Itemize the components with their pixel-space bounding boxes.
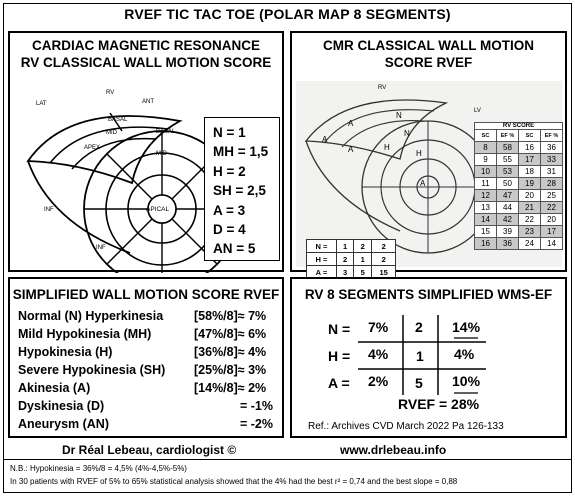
map-lv-label: LV [474,108,481,114]
wms-label: Dyskinesia (D) [18,399,105,413]
rv8-panel [290,277,567,438]
table-cell: 53 [497,166,519,178]
footnote-1: N.B.: Hypokinesia = 36%/8 = 4,5% (4%-4,5%-5%) [10,464,187,473]
table-cell: 20 [519,190,541,202]
score-panel [290,31,567,277]
table-cell: 19 [519,178,541,190]
wms-value: [14%/8]≈ 2% [194,381,267,395]
rv8-label-h: H = [328,348,351,364]
table-cell: 2 [354,240,372,253]
table-cell: 2 [372,240,396,253]
table-cell: 50 [497,178,519,190]
wms-label: Hypokinesia (H) [18,345,113,359]
footnote-2: In 30 patients with RVEF of 5% to 65% statistical analysis showed that the 4% had the best r² = 0,74 and the best slope = 0,88 [10,477,458,486]
website: www.drlebeau.info [340,443,447,457]
rv8-h-total: 4% [454,346,475,362]
table-cell: 1 [336,240,354,253]
rvef-result: RVEF = 28% [398,396,480,412]
author-signature: Dr Réal Lebeau, cardiologist © [62,443,237,457]
table-cell: 31 [541,166,563,178]
table-cell: 2 [372,253,396,266]
table-cell: 55 [497,154,519,166]
lat-label: LAT [36,101,47,107]
table-cell: 22 [541,202,563,214]
table-cell: 24 [519,238,541,250]
wms-row-dyskinesia [18,399,274,413]
rv-score-header: EF % [541,130,563,142]
wms-value: = -2% [240,417,274,431]
mid-label-lv: MID [156,151,167,157]
table-cell: 18 [519,166,541,178]
table-cell: 12 [475,190,497,202]
table-cell: 14 [475,214,497,226]
table-row [475,166,563,178]
map-seg-n1: N [396,111,402,120]
rv8-a-pct: 2% [368,373,389,389]
wms-label: Akinesia (A) [18,381,91,395]
rv8-label-a: A = [328,375,350,391]
table-cell: 44 [497,202,519,214]
table-cell: 1 [354,253,372,266]
rv8-a-total: 10% [452,373,481,389]
wms-row-mild [18,327,267,341]
table-cell: 17 [541,226,563,238]
map-rv-label: RV [378,85,387,91]
table-row [475,238,563,250]
table-row [475,226,563,238]
table-cell: 23 [519,226,541,238]
wms-label: Normal (N) Hyperkinesia [18,309,164,323]
table-row [475,142,563,154]
table-row [475,154,563,166]
table-row [475,202,563,214]
page-title: RVEF TIC TAC TOE (POLAR MAP 8 SEGMENTS) [124,6,451,22]
score-title-line1: CMR CLASSICAL WALL MOTION [323,38,534,53]
wms-value: [36%/8]≈ 4% [194,345,267,359]
table-cell: 21 [519,202,541,214]
table-cell: 47 [497,190,519,202]
table-cell: 20 [541,214,563,226]
inf-label-2: INF [96,245,106,251]
table-row [475,178,563,190]
rv8-h-count: 1 [416,348,424,364]
wms-value: [58%/8]≈ 7% [194,309,267,323]
wms-label: Severe Hypokinesia (SH) [18,363,166,377]
table-cell: 2 [336,253,354,266]
annotated-polar-map [296,81,496,261]
table-cell: 16 [475,238,497,250]
table-cell: 36 [541,142,563,154]
table-cell: 17 [519,154,541,166]
apex-label: APEX [84,145,101,151]
legend-an: AN = 5 [213,241,256,257]
rv-score-table-title: RV SCORE [474,122,563,129]
wms-row-severe [18,363,267,377]
table-cell: 10 [475,166,497,178]
table-cell: 5 [354,266,372,279]
wms-row-hypo [18,345,267,359]
legend-d: D = 4 [213,222,246,238]
table-cell: 39 [497,226,519,238]
rv-label: RV [106,90,115,96]
reference: Ref.: Archives CVD March 2022 Pa 126-133 [308,421,504,432]
table-cell: 11 [475,178,497,190]
table-cell: 8 [475,142,497,154]
cmr-title-line2: RV CLASSICAL WALL MOTION SCORE [20,55,272,70]
table-cell: 58 [497,142,519,154]
mid-label-rv: MID [106,130,117,136]
inf-label-1: INF [44,207,54,213]
rv8-n-count: 2 [415,319,423,335]
basal-label-lv: BASAL [156,129,176,135]
apical-label: APICAL [146,206,170,213]
table-cell: 3 [336,266,354,279]
table-cell: 14 [541,238,563,250]
ant-label: ANT [142,99,154,105]
basal-label-rv: BASAL [108,117,128,123]
legend-sh: SH = 2,5 [213,183,266,199]
table-row [307,253,396,266]
wms-label: Mild Hypokinesia (MH) [18,327,152,341]
map-seg-a2: A [348,119,354,128]
legend-h: H = 2 [213,163,246,179]
table-cell: 42 [497,214,519,226]
rv-score-header: EF % [497,130,519,142]
wms-row-aneurysm [18,417,274,431]
table-cell: 15 [475,226,497,238]
legend-mh: MH = 1,5 [213,144,269,160]
rv8-n-pct: 7% [368,319,389,335]
rv8-label-n: N = [328,321,351,337]
table-cell: 16 [519,142,541,154]
table-cell: 36 [497,238,519,250]
rv8-h-pct: 4% [368,346,389,362]
table-row [307,240,396,253]
table-cell: 25 [541,190,563,202]
cmr-panel [8,31,284,272]
rv8-title: RV 8 SEGMENTS SIMPLIFIED WMS-EF [304,287,553,302]
table-cell: 28 [541,178,563,190]
legend-n: N = 1 [213,125,246,140]
rv-score-header: SC [475,130,497,142]
score-title-line2: SCORE RVEF [384,55,473,70]
table-cell: 33 [541,154,563,166]
table-cell: 9 [475,154,497,166]
map-seg-a3: A [348,145,354,154]
legend-a: A = 3 [213,202,246,218]
wms-value: [47%/8]≈ 6% [194,327,267,341]
map-seg-a4: A [420,179,426,188]
map-seg-n2: N [404,129,410,138]
wms-value: [25%/8]≈ 3% [194,363,267,377]
table-row [475,190,563,202]
map-seg-h2: H [416,149,422,158]
footer-divider [3,459,572,460]
rv-score-table [474,122,563,250]
wms-row-akinesia [18,381,267,395]
score-legend [204,117,280,261]
rv-score-header: SC [519,130,541,142]
table-cell: A = [307,266,337,279]
table-cell: 13 [475,202,497,214]
table-cell: 15 [372,266,396,279]
wms-row-normal [18,309,267,323]
table-row [475,214,563,226]
rv8-n-total: 14% [452,319,481,335]
simplified-panel [8,277,284,438]
wms-label: Aneurysm (AN) [18,417,109,431]
simplified-title: SIMPLIFIED WALL MOTION SCORE RVEF [12,287,280,302]
table-cell: 22 [519,214,541,226]
wms-value: = -1% [240,399,274,413]
table-cell: H = [307,253,337,266]
rv8-a-count: 5 [415,375,423,391]
map-seg-a1: A [322,135,328,144]
cmr-title-line1: CARDIAC MAGNETIC RESONANCE [31,38,260,53]
table-cell: N = [307,240,337,253]
map-seg-h1: H [384,143,390,152]
